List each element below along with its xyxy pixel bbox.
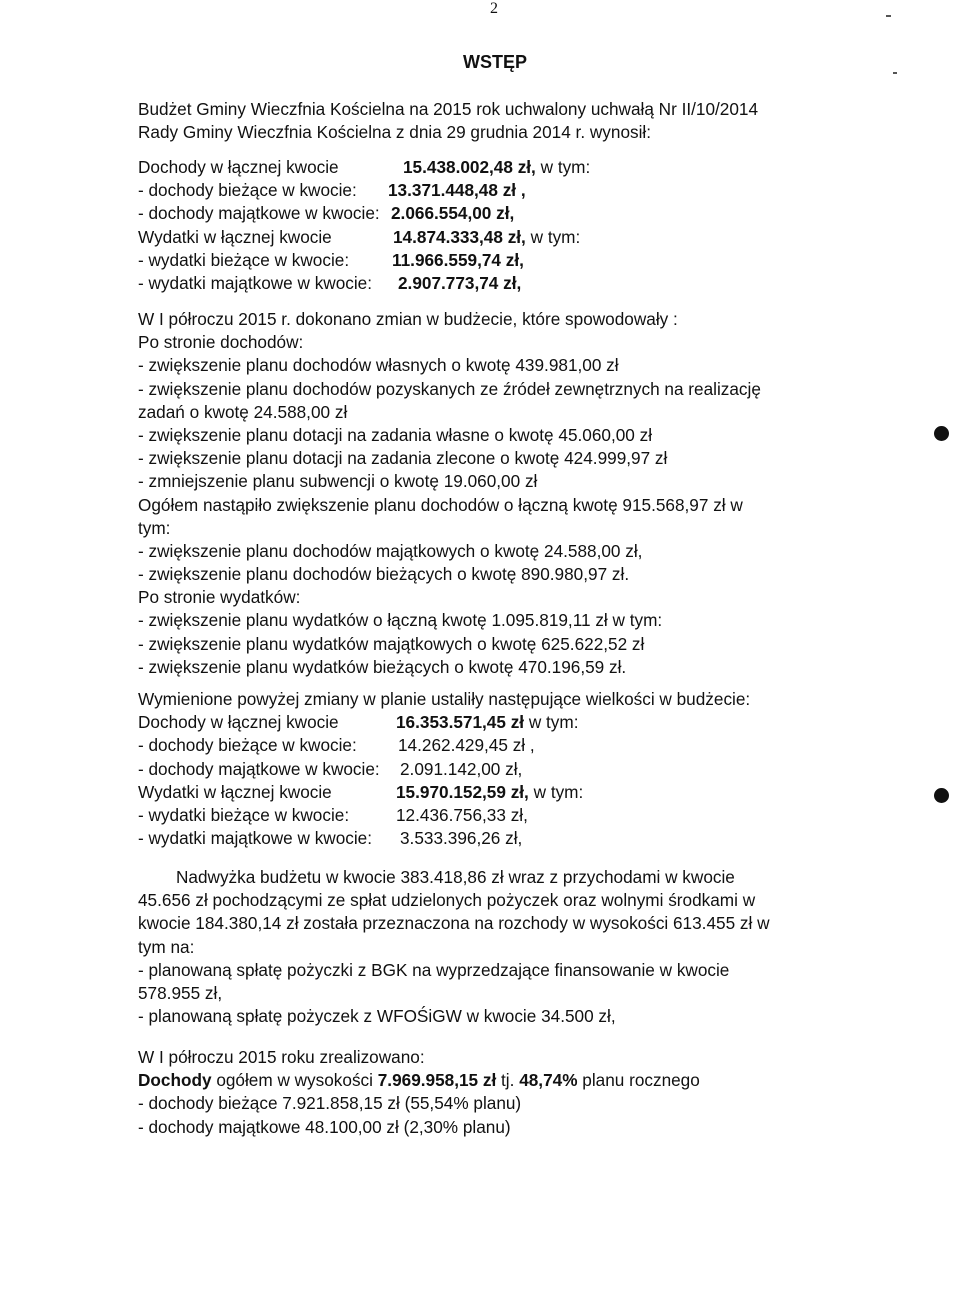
realized-income-percent: 48,74%: [519, 1070, 578, 1091]
after-current-expenses-value: 12.436.756,33 zł,: [396, 804, 528, 825]
surplus-line: 578.955 zł,: [138, 982, 223, 1003]
changes-line: - zwiększenie planu wydatków bieżących o kwotę 470.196,59 zł.: [138, 656, 627, 677]
initial-expenses-suffix: w tym:: [530, 226, 581, 247]
initial-income-value: 15.438.002,48 zł,: [403, 157, 536, 177]
realized-income-mid: ogółem w wysokości: [216, 1070, 373, 1091]
after-asset-expenses-value: 3.533.396,26 zł,: [400, 828, 523, 849]
initial-income-label: Dochody w łącznej kwocie: [138, 157, 339, 177]
realized-income-tail: planu rocznego: [582, 1070, 700, 1091]
after-current-income-value: 14.262.429,45 zł ,: [398, 735, 535, 756]
changes-line: W I półroczu 2015 r. dokonano zmian w budżecie, które spowodowały :: [138, 309, 678, 329]
surplus-line: Nadwyżka budżetu w kwocie 383.418,86 zł wraz z przychodami w kwocie: [176, 867, 735, 887]
changes-line: - zmniejszenie planu subwencji o kwotę 19.060,00 zł: [138, 471, 538, 492]
after-income-suffix: w tym:: [528, 712, 579, 733]
punch-hole: [934, 788, 949, 803]
realized-income-value: 7.969.958,15 zł: [377, 1070, 497, 1091]
initial-asset-expenses-label: - wydatki majątkowe w kwocie:: [138, 272, 373, 293]
initial-expenses-label: Wydatki w łącznej kwocie: [138, 226, 332, 247]
changes-line: - zwiększenie planu dochodów własnych o kwotę 439.981,00 zł: [138, 355, 619, 376]
intro-paragraph: [138, 98, 838, 144]
changes-line: - zwiększenie planu wydatków o łączną kwotę 1.095.819,11 zł w tym:: [138, 610, 663, 631]
initial-asset-expenses-value: 2.907.773,74 zł,: [398, 272, 522, 293]
realized-income-tj: tj.: [501, 1070, 515, 1091]
intro-line: Rady Gminy Wieczfnia Kościelna z dnia 29 grudnia 2014 r. wynosił:: [138, 122, 652, 143]
after-expenses-suffix: w tym:: [533, 781, 584, 802]
initial-asset-income-label: - dochody majątkowe w kwocie:: [138, 203, 380, 224]
initial-asset-income-value: 2.066.554,00 zł,: [391, 203, 515, 224]
initial-current-expenses-value: 11.966.559,74 zł,: [392, 249, 524, 270]
changes-line: Po stronie wydatków:: [138, 587, 301, 608]
initial-expenses-value: 14.874.333,48 zł,: [393, 226, 526, 247]
changes-line: - zwiększenie planu dochodów bieżących o kwotę 890.980,97 zł.: [138, 564, 630, 585]
after-expenses-label: Wydatki w łącznej kwocie: [138, 781, 332, 802]
after-expenses-value: 15.970.152,59 zł,: [396, 781, 529, 802]
page-title: WSTĘP: [462, 52, 527, 72]
realized-summary: [138, 1046, 838, 1139]
after-asset-income-label: - dochody majątkowe w kwocie:: [138, 758, 380, 779]
surplus-line: 45.656 zł pochodzącymi ze spłat udzielonych pożyczek oraz wolnymi środkami w: [138, 890, 756, 911]
changes-line: - zwiększenie planu dotacji na zadania własne o kwotę 45.060,00 zł: [138, 424, 653, 445]
realized-income-label: Dochody: [138, 1070, 212, 1091]
budget-after-changes: [138, 688, 838, 850]
changes-line: - zwiększenie planu wydatków majątkowych o kwotę 625.622,52 zł: [138, 633, 645, 654]
surplus-line: tym na:: [138, 936, 195, 957]
surplus-paragraph: [138, 866, 838, 1028]
after-current-expenses-label: - wydatki bieżące w kwocie:: [138, 804, 350, 825]
page-number: 2: [490, 0, 498, 17]
changes-line: Ogółem nastąpiło zwiększenie planu dochodów o łączną kwotę 915.568,97 zł w: [138, 494, 743, 515]
initial-income-suffix: w tym:: [540, 157, 591, 177]
initial-current-expenses-label: - wydatki bieżące w kwocie:: [138, 249, 350, 270]
changes-line: - zwiększenie planu dotacji na zadania zlecone o kwotę 424.999,97 zł: [138, 448, 668, 469]
surplus-line: - planowaną spłatę pożyczek z WFOŚiGW w kwocie 34.500 zł,: [138, 1006, 616, 1027]
realized-current-income: - dochody bieżące 7.921.858,15 zł (55,54% planu): [138, 1093, 522, 1114]
after-asset-income-value: 2.091.142,00 zł,: [400, 758, 523, 779]
changes-line: - zwiększenie planu dochodów pozyskanych ze źródeł zewnętrznych na realizację: [138, 378, 761, 399]
scan-mark: [886, 15, 891, 17]
initial-current-income-value: 13.371.448,48 zł ,: [388, 180, 526, 201]
after-heading: Wymienione powyżej zmiany w planie ustaliły następujące wielkości w budżecie:: [138, 689, 751, 709]
realized-asset-income: - dochody majątkowe 48.100,00 zł (2,30% planu): [138, 1116, 511, 1137]
initial-current-income-label: - dochody bieżące w kwocie:: [138, 180, 357, 201]
surplus-line: - planowaną spłatę pożyczki z BGK na wyprzedzające finansowanie w kwocie: [138, 959, 730, 980]
changes-line: zadań o kwotę 24.588,00 zł: [138, 401, 348, 422]
changes-line: tym:: [138, 517, 171, 538]
changes-line: Po stronie dochodów:: [138, 332, 304, 353]
punch-hole: [934, 426, 949, 441]
intro-line: Budżet Gminy Wieczfnia Kościelna na 2015 rok uchwalony uchwałą Nr II/10/2014: [138, 99, 759, 119]
after-income-value: 16.353.571,45 zł: [396, 712, 525, 733]
changes-line: - zwiększenie planu dochodów majątkowych o kwotę 24.588,00 zł,: [138, 540, 643, 561]
after-asset-expenses-label: - wydatki majątkowe w kwocie:: [138, 828, 373, 849]
realized-heading: W I półroczu 2015 roku zrealizowano:: [138, 1047, 425, 1067]
surplus-line: kwocie 184.380,14 zł została przeznaczona na rozchody w wysokości 613.455 zł w: [138, 913, 770, 934]
after-income-label: Dochody w łącznej kwocie: [138, 712, 339, 733]
budget-changes: [138, 308, 838, 679]
initial-budget: [138, 156, 838, 295]
scan-mark: [893, 72, 897, 74]
after-current-income-label: - dochody bieżące w kwocie:: [138, 735, 357, 756]
